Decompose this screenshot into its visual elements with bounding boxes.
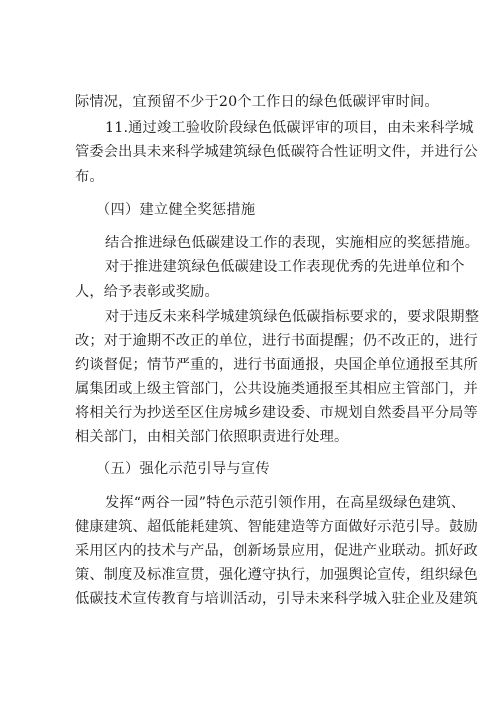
paragraph-line: 结合推进绿色低碳建设工作的表现，实施相应的奖惩措施。	[105, 235, 480, 251]
paragraph-line: 约谈督促；情节严重的，进行书面通报，央国企单位通报至其所	[75, 357, 478, 373]
paragraph-line: 际情况，宜预留不少于20个工作日的绿色低碳评审时间。	[75, 94, 439, 110]
paragraph-line: 相关部门，由相关部门依照职责进行处理。	[75, 429, 349, 445]
paragraph-line: 人，给予表彰或奖励。	[75, 284, 219, 300]
paragraph-line: 改；对于逾期不改正的单位，进行书面提醒；仍不改正的，进行	[75, 333, 478, 349]
paragraph-line: 11.通过竣工验收阶段绿色低碳评审的项目，由未来科学城	[105, 120, 474, 136]
section-heading: （四）建立健全奖惩措施	[96, 202, 256, 218]
paragraph-line: 对于违反未来科学城建筑绿色低碳指标要求的，要求限期整	[105, 309, 480, 325]
section-heading: （五）强化示范引导与宣传	[96, 461, 270, 477]
paragraph-line: 对于推进建筑绿色低碳建设工作表现优秀的先进单位和个	[105, 259, 465, 275]
paragraph-line: 将相关行为抄送至区住房城乡建设委、市规划自然委昌平分局等	[75, 405, 478, 421]
paragraph-line: 属集团或上级主管部门，公共设施类通报至其相应主管部门，并	[75, 381, 478, 397]
paragraph-line: 健康建筑、超低能耗建筑、智能建造等方面做好示范引导。鼓励	[75, 519, 478, 535]
paragraph-line: 布。	[75, 169, 104, 185]
paragraph-line: 低碳技术宣传教育与培训活动，引导未来科学城入驻企业及建筑	[75, 591, 478, 607]
paragraph-line: 管委会出具未来科学城建筑绿色低碳符合性证明文件，并进行公	[75, 144, 478, 160]
paragraph-line: 发挥“两谷一园”特色示范引领作用，在高星级绿色建筑、	[105, 495, 466, 511]
paragraph-line: 策、制度及标准宣贯，强化遵守执行，加强舆论宣传，组织绿色	[75, 567, 478, 583]
paragraph-line: 采用区内的技术与产品，创新场景应用，促进产业联动。抓好政	[75, 543, 478, 559]
